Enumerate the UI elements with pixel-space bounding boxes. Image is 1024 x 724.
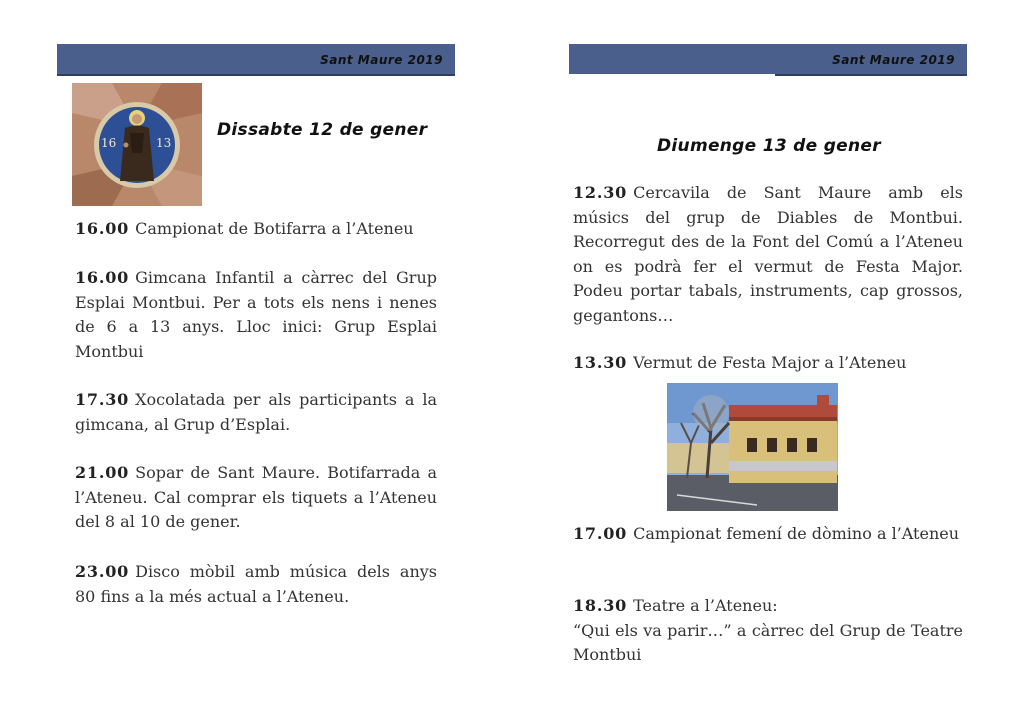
- event-item: [75, 560, 437, 609]
- event-text: Campionat de Botifarra a l’Ateneu: [135, 219, 414, 238]
- event-text: Cercavila de Sant Maure amb els músics del grup de Diables de Montbui. Recorregut des de la Font del Comú a l’Ateneu on es podrà fer el vermut de Festa Major. Podeu portar tabals, instruments, cap grossos, gegantons…: [573, 183, 963, 325]
- event-time: 16.00: [75, 219, 130, 238]
- sunday-title: Diumenge 13 de gener: [657, 136, 881, 156]
- header-title: Sant Maure 2019: [320, 53, 443, 67]
- event-time: 18.30: [573, 596, 628, 615]
- event-text: Teatre a l’Ateneu:: [633, 596, 778, 615]
- saturday-title: Dissabte 12 de gener: [217, 120, 428, 140]
- saint-medallion-image: [72, 83, 202, 206]
- event-item: [75, 388, 437, 437]
- event-item: [75, 461, 437, 535]
- ateneu-building-image: [667, 383, 838, 511]
- event-note: “Qui els va parir…” a càrrec del Grup de Teatre Montbui: [573, 620, 963, 664]
- event-item: [75, 266, 437, 364]
- event-time: 17.30: [75, 390, 130, 409]
- ateneu-building-graphic: [667, 383, 838, 511]
- event-time: 16.00: [75, 268, 130, 287]
- medallion-number-left: 16: [101, 136, 117, 150]
- header-notch: [569, 74, 775, 78]
- event-item: [573, 351, 963, 376]
- event-text: Gimcana Infantil a càrrec del Grup Esplai Montbui. Per a tots els nens i nenes de 6 a 13 anys. Lloc inici: Grup Esplai Montbui: [75, 268, 437, 361]
- event-time: 12.30: [573, 183, 628, 202]
- event-item: [573, 522, 963, 547]
- event-time: 17.00: [573, 524, 628, 543]
- medallion-number-right: 13: [156, 136, 172, 150]
- event-text: Xocolatada per als participants a la gimcana, al Grup d’Esplai.: [75, 390, 437, 434]
- event-time: 13.30: [573, 353, 628, 372]
- event-time: 21.00: [75, 463, 130, 482]
- header-bar: [569, 44, 967, 76]
- header-bar: [57, 44, 455, 76]
- event-text: Campionat femení de dòmino a l’Ateneu: [633, 524, 960, 543]
- event-text: Disco mòbil amb música dels anys 80 fins a la més actual a l’Ateneu.: [75, 562, 437, 606]
- event-item: [75, 217, 437, 242]
- event-text: Sopar de Sant Maure. Botifarrada a l’Ateneu. Cal comprar els tiquets a l’Ateneu del 8 al 10 de gener.: [75, 463, 437, 531]
- event-time: 23.00: [75, 562, 130, 581]
- event-item: [573, 181, 963, 328]
- event-text: Vermut de Festa Major a l’Ateneu: [633, 353, 907, 372]
- header-title: Sant Maure 2019: [832, 53, 955, 67]
- saint-medallion-graphic: [72, 83, 202, 206]
- event-item: [573, 594, 963, 668]
